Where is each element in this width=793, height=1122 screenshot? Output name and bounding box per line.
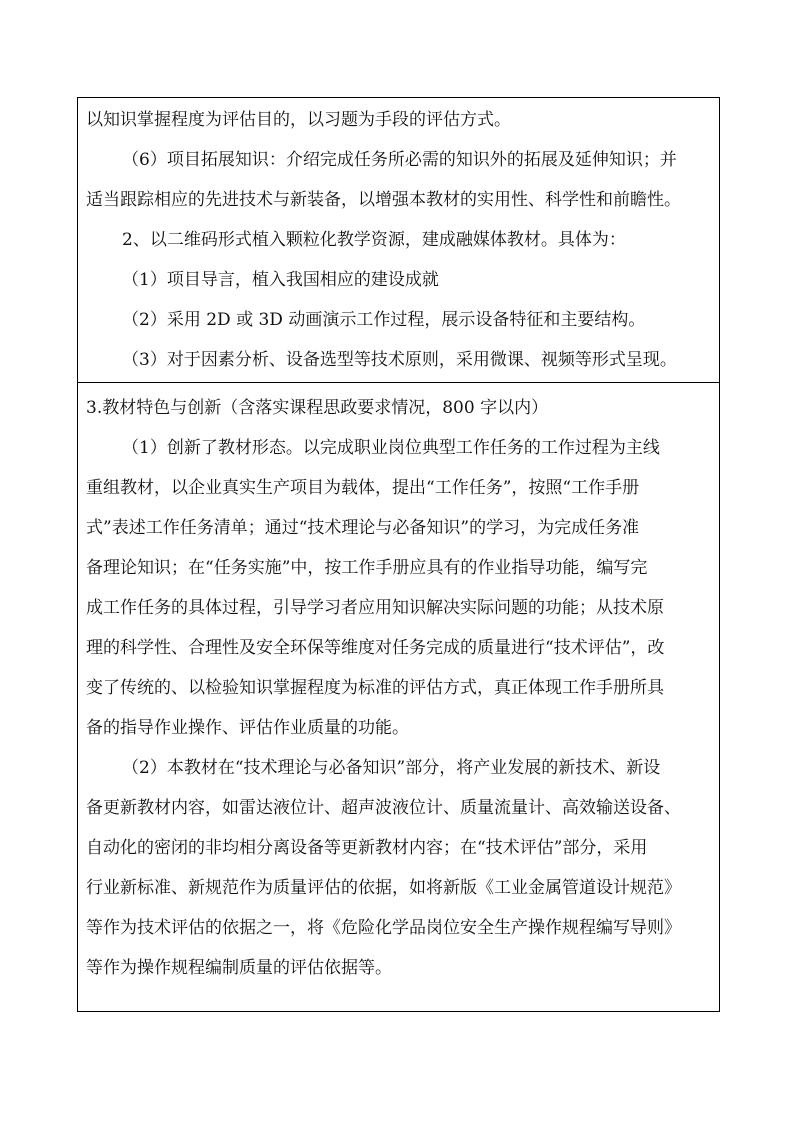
text-line: （2）采用 2D 或 3D 动画演示工作过程，展示设备特征和主要结构。 bbox=[122, 310, 646, 330]
text-line: 变了传统的、以检验知识掌握程度为标准的评估方式，真正体现工作手册所具 bbox=[86, 678, 664, 698]
text-line: 备理论知识；在“任务实施”中，按工作手册应具有的作业指导功能，编写完 bbox=[86, 558, 648, 578]
text-line: 行业新标准、新规范作为质量评估的依据，如将新版《工业金属管道设计规范》 bbox=[86, 878, 681, 898]
text-line: 理的科学性、合理性及安全环保等维度对任务完成的质量进行“技术评估”，改 bbox=[86, 638, 665, 658]
text-line: （2）本教材在“技术理论与必备知识”部分，将产业发展的新技术、新设 bbox=[122, 758, 661, 778]
text-line: 等作为操作规程编制质量的评估依据等。 bbox=[86, 958, 392, 978]
text-line: 成工作任务的具体过程，引导学习者应用知识解决实际问题的功能；从技术原 bbox=[86, 598, 664, 618]
text-line: 以知识掌握程度为评估目的，以习题为手段的评估方式。 bbox=[86, 110, 511, 130]
text-line: 2、以二维码形式植入颗粒化教学资源，建成融媒体教材。具体为： bbox=[122, 230, 626, 250]
text-line: 适当跟踪相应的先进技术与新装备，以增强本教材的实用性、科学性和前瞻性。 bbox=[86, 190, 681, 210]
text-line: （1）创新了教材形态。以完成职业岗位典型工作任务的工作过程为主线 bbox=[122, 438, 660, 458]
text-line: 备更新教材内容，如雷达液位计、超声波液位计、质量流量计、高效输送设备、 bbox=[86, 798, 681, 818]
content-table bbox=[77, 97, 720, 1012]
text-line: 等作为技术评估的依据之一，将《危险化学品岗位安全生产操作规程编写导则》 bbox=[86, 918, 681, 938]
text-line: 备的指导作业操作、评估作业质量的功能。 bbox=[86, 718, 409, 738]
text-line: （1）项目导言，植入我国相应的建设成就 bbox=[122, 270, 439, 290]
row-divider bbox=[78, 382, 719, 383]
section-heading: 3.教材特色与创新（含落实课程思政要求情况，800 字以内） bbox=[86, 398, 549, 418]
text-line: 自动化的密闭的非均相分离设备等更新教材内容；在“技术评估”部分，采用 bbox=[86, 838, 648, 858]
text-line: （3）对于因素分析、设备选型等技术原则，采用微课、视频等形式呈现。 bbox=[122, 350, 677, 370]
text-line: 重组教材，以企业真实生产项目为载体，提出“工作任务”，按照“工作手册 bbox=[86, 478, 640, 498]
text-line: （6）项目拓展知识：介绍完成任务所必需的知识外的拓展及延伸知识；并 bbox=[122, 150, 677, 170]
text-line: 式”表述工作任务清单；通过“技术理论与必备知识”的学习，为完成任务准 bbox=[86, 518, 640, 538]
